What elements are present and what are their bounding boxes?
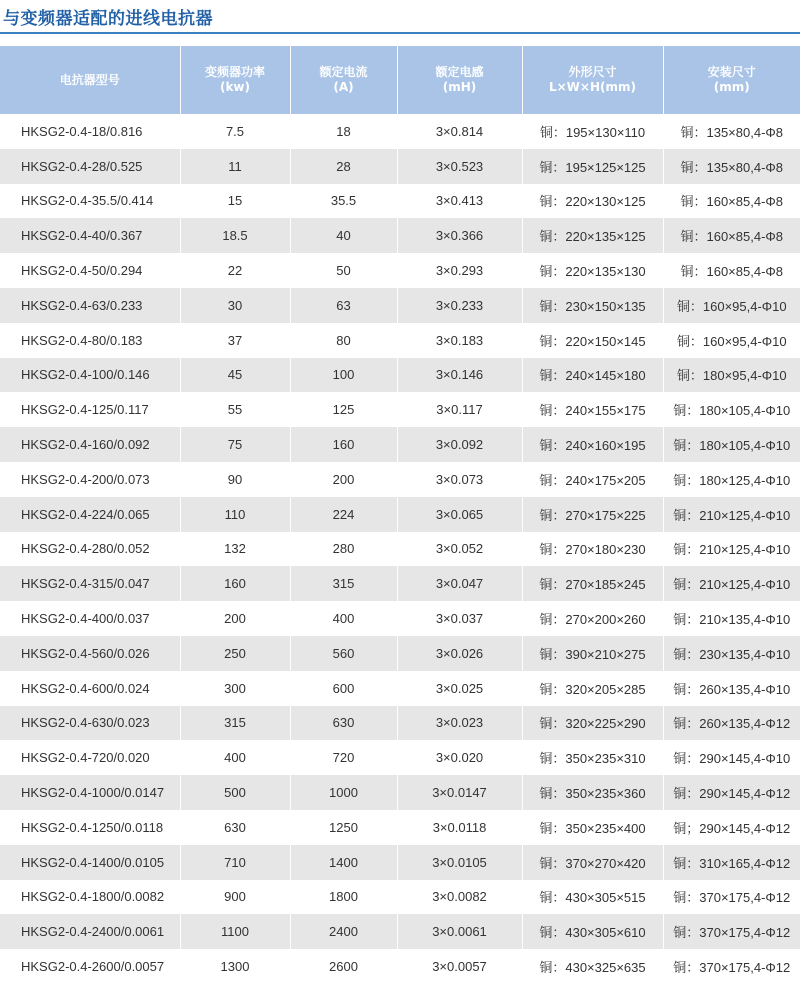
table-row	[0, 358, 800, 393]
header-model: 电抗器型号	[0, 46, 180, 114]
table-row	[0, 497, 800, 532]
cell-power: 160	[180, 566, 290, 601]
cell-current: 28	[290, 149, 397, 184]
cell-power: 55	[180, 392, 290, 427]
cell-inductance: 3×0.025	[397, 671, 522, 706]
cell-power: 630	[180, 810, 290, 845]
cell-mounting: 铜：290×145,4-Φ12	[663, 775, 800, 810]
cell-inductance: 3×0.065	[397, 497, 522, 532]
cell-inductance: 3×0.0057	[397, 949, 522, 984]
cell-mounting: 铜：180×105,4-Φ10	[663, 427, 800, 462]
cell-power: 15	[180, 184, 290, 219]
page-title: 与变频器适配的进线电抗器	[3, 8, 213, 29]
cell-dimensions: 铜：270×180×230	[522, 532, 663, 567]
table-row	[0, 601, 800, 636]
cell-power: 315	[180, 706, 290, 741]
cell-current: 400	[290, 601, 397, 636]
header-inductance: 额定电感 (mH)	[397, 46, 522, 114]
cell-dimensions: 铜：195×125×125	[522, 149, 663, 184]
cell-current: 280	[290, 532, 397, 567]
cell-current: 315	[290, 566, 397, 601]
cell-current: 63	[290, 288, 397, 323]
cell-dimensions: 铜：220×135×125	[522, 218, 663, 253]
cell-power: 22	[180, 253, 290, 288]
cell-current: 2400	[290, 914, 397, 949]
cell-power: 37	[180, 323, 290, 358]
cell-current: 720	[290, 740, 397, 775]
table-row	[0, 671, 800, 706]
cell-power: 30	[180, 288, 290, 323]
cell-model: HKSG2-0.4-28/0.525	[0, 149, 180, 184]
cell-dimensions: 铜：240×160×195	[522, 427, 663, 462]
cell-inductance: 3×0.026	[397, 636, 522, 671]
cell-power: 500	[180, 775, 290, 810]
cell-model: HKSG2-0.4-720/0.020	[0, 740, 180, 775]
cell-mounting: 铜：135×80,4-Φ8	[663, 114, 800, 149]
cell-dimensions: 铜：195×130×110	[522, 114, 663, 149]
cell-power: 11	[180, 149, 290, 184]
cell-dimensions: 铜：240×155×175	[522, 392, 663, 427]
cell-dimensions: 铜：230×150×135	[522, 288, 663, 323]
cell-model: HKSG2-0.4-224/0.065	[0, 497, 180, 532]
cell-inductance: 3×0.0061	[397, 914, 522, 949]
cell-mounting: 铜：160×85,4-Φ8	[663, 218, 800, 253]
cell-dimensions: 铜：270×200×260	[522, 601, 663, 636]
cell-inductance: 3×0.146	[397, 358, 522, 393]
cell-mounting: 铜：210×125,4-Φ10	[663, 532, 800, 567]
cell-mounting: 铜：310×165,4-Φ12	[663, 845, 800, 880]
cell-dimensions: 铜：430×325×635	[522, 949, 663, 984]
cell-inductance: 3×0.413	[397, 184, 522, 219]
header-current: 额定电流 (A)	[290, 46, 397, 114]
cell-power: 300	[180, 671, 290, 706]
cell-model: HKSG2-0.4-63/0.233	[0, 288, 180, 323]
table-row	[0, 184, 800, 219]
cell-mounting: 铜：180×125,4-Φ10	[663, 462, 800, 497]
table-row	[0, 914, 800, 949]
cell-current: 160	[290, 427, 397, 462]
title-bar	[0, 0, 800, 34]
cell-model: HKSG2-0.4-125/0.117	[0, 392, 180, 427]
cell-mounting: 铜：160×85,4-Φ8	[663, 184, 800, 219]
cell-inductance: 3×0.052	[397, 532, 522, 567]
cell-dimensions: 铜：270×185×245	[522, 566, 663, 601]
cell-dimensions: 铜：220×130×125	[522, 184, 663, 219]
cell-model: HKSG2-0.4-1250/0.0118	[0, 810, 180, 845]
table-row	[0, 532, 800, 567]
cell-power: 400	[180, 740, 290, 775]
cell-model: HKSG2-0.4-80/0.183	[0, 323, 180, 358]
cell-mounting: 铜：260×135,4-Φ10	[663, 671, 800, 706]
cell-current: 1250	[290, 810, 397, 845]
cell-mounting: 铜：370×175,4-Φ12	[663, 949, 800, 984]
cell-current: 600	[290, 671, 397, 706]
cell-mounting: 铜：290×145,4-Φ10	[663, 740, 800, 775]
cell-current: 35.5	[290, 184, 397, 219]
cell-mounting: 铜：210×135,4-Φ10	[663, 601, 800, 636]
cell-inductance: 3×0.023	[397, 706, 522, 741]
cell-current: 18	[290, 114, 397, 149]
cell-current: 560	[290, 636, 397, 671]
cell-mounting: 铜：230×135,4-Φ10	[663, 636, 800, 671]
cell-current: 630	[290, 706, 397, 741]
table-row	[0, 949, 800, 984]
cell-model: HKSG2-0.4-600/0.024	[0, 671, 180, 706]
cell-mounting: 铜：370×175,4-Φ12	[663, 914, 800, 949]
cell-model: HKSG2-0.4-280/0.052	[0, 532, 180, 567]
cell-power: 1100	[180, 914, 290, 949]
cell-dimensions: 铜：430×305×515	[522, 880, 663, 915]
table-row	[0, 392, 800, 427]
table-row	[0, 566, 800, 601]
cell-dimensions: 铜：220×150×145	[522, 323, 663, 358]
cell-current: 2600	[290, 949, 397, 984]
cell-model: HKSG2-0.4-40/0.367	[0, 218, 180, 253]
cell-current: 100	[290, 358, 397, 393]
cell-mounting: 铜：135×80,4-Φ8	[663, 149, 800, 184]
cell-inductance: 3×0.0105	[397, 845, 522, 880]
cell-model: HKSG2-0.4-200/0.073	[0, 462, 180, 497]
cell-inductance: 3×0.233	[397, 288, 522, 323]
cell-dimensions: 铜：390×210×275	[522, 636, 663, 671]
cell-dimensions: 铜：320×205×285	[522, 671, 663, 706]
cell-inductance: 3×0.020	[397, 740, 522, 775]
cell-model: HKSG2-0.4-560/0.026	[0, 636, 180, 671]
table-row	[0, 880, 800, 915]
cell-model: HKSG2-0.4-315/0.047	[0, 566, 180, 601]
cell-model: HKSG2-0.4-18/0.816	[0, 114, 180, 149]
cell-dimensions: 铜：350×235×400	[522, 810, 663, 845]
cell-dimensions: 铜：240×175×205	[522, 462, 663, 497]
table-body	[0, 114, 800, 984]
table-row	[0, 810, 800, 845]
cell-current: 224	[290, 497, 397, 532]
table-row	[0, 462, 800, 497]
cell-mounting: 铜：160×95,4-Φ10	[663, 323, 800, 358]
cell-model: HKSG2-0.4-1800/0.0082	[0, 880, 180, 915]
cell-current: 1800	[290, 880, 397, 915]
cell-power: 250	[180, 636, 290, 671]
cell-power: 7.5	[180, 114, 290, 149]
cell-power: 900	[180, 880, 290, 915]
cell-inductance: 3×0.0082	[397, 880, 522, 915]
table-header-row	[0, 46, 800, 114]
cell-mounting: 铜：160×95,4-Φ10	[663, 288, 800, 323]
cell-model: HKSG2-0.4-35.5/0.414	[0, 184, 180, 219]
table-row	[0, 149, 800, 184]
cell-dimensions: 铜：240×145×180	[522, 358, 663, 393]
table-row	[0, 218, 800, 253]
reactor-spec-table	[0, 46, 800, 984]
cell-mounting: 铜：180×95,4-Φ10	[663, 358, 800, 393]
header-power: 变频器功率 (kw)	[180, 46, 290, 114]
cell-power: 90	[180, 462, 290, 497]
cell-dimensions: 铜：220×135×130	[522, 253, 663, 288]
cell-inductance: 3×0.073	[397, 462, 522, 497]
cell-dimensions: 铜：430×305×610	[522, 914, 663, 949]
cell-current: 50	[290, 253, 397, 288]
cell-inductance: 3×0.523	[397, 149, 522, 184]
cell-current: 1000	[290, 775, 397, 810]
cell-mounting: 铜：210×125,4-Φ10	[663, 497, 800, 532]
header-mounting: 安装尺寸 (mm)	[663, 46, 800, 114]
cell-inductance: 3×0.092	[397, 427, 522, 462]
table-row	[0, 845, 800, 880]
table-row	[0, 775, 800, 810]
cell-mounting: 铜：210×125,4-Φ10	[663, 566, 800, 601]
cell-model: HKSG2-0.4-100/0.146	[0, 358, 180, 393]
cell-power: 132	[180, 532, 290, 567]
cell-model: HKSG2-0.4-2400/0.0061	[0, 914, 180, 949]
cell-model: HKSG2-0.4-1000/0.0147	[0, 775, 180, 810]
cell-power: 1300	[180, 949, 290, 984]
cell-power: 18.5	[180, 218, 290, 253]
table-row	[0, 323, 800, 358]
cell-power: 75	[180, 427, 290, 462]
table-row	[0, 427, 800, 462]
cell-mounting: 铜；290×145,4-Φ12	[663, 810, 800, 845]
cell-mounting: 铜：160×85,4-Φ8	[663, 253, 800, 288]
cell-dimensions: 铜：320×225×290	[522, 706, 663, 741]
header-dimensions: 外形尺寸 L×W×H(mm)	[522, 46, 663, 114]
table-row	[0, 706, 800, 741]
cell-power: 710	[180, 845, 290, 880]
cell-inductance: 3×0.293	[397, 253, 522, 288]
cell-current: 40	[290, 218, 397, 253]
cell-inductance: 3×0.814	[397, 114, 522, 149]
cell-inductance: 3×0.117	[397, 392, 522, 427]
cell-model: HKSG2-0.4-2600/0.0057	[0, 949, 180, 984]
cell-current: 200	[290, 462, 397, 497]
cell-inductance: 3×0.183	[397, 323, 522, 358]
cell-current: 80	[290, 323, 397, 358]
table-row	[0, 253, 800, 288]
cell-model: HKSG2-0.4-160/0.092	[0, 427, 180, 462]
table-row	[0, 288, 800, 323]
cell-power: 110	[180, 497, 290, 532]
cell-inductance: 3×0.0118	[397, 810, 522, 845]
cell-dimensions: 铜：370×270×420	[522, 845, 663, 880]
table-row	[0, 636, 800, 671]
table-row	[0, 740, 800, 775]
cell-inductance: 3×0.0147	[397, 775, 522, 810]
cell-model: HKSG2-0.4-400/0.037	[0, 601, 180, 636]
cell-current: 125	[290, 392, 397, 427]
cell-dimensions: 铜：350×235×360	[522, 775, 663, 810]
cell-model: HKSG2-0.4-50/0.294	[0, 253, 180, 288]
cell-dimensions: 铜：270×175×225	[522, 497, 663, 532]
cell-model: HKSG2-0.4-630/0.023	[0, 706, 180, 741]
cell-mounting: 铜：370×175,4-Φ12	[663, 880, 800, 915]
cell-power: 45	[180, 358, 290, 393]
table-row	[0, 114, 800, 149]
cell-inductance: 3×0.366	[397, 218, 522, 253]
cell-inductance: 3×0.037	[397, 601, 522, 636]
cell-current: 1400	[290, 845, 397, 880]
cell-dimensions: 铜：350×235×310	[522, 740, 663, 775]
cell-mounting: 铜：180×105,4-Φ10	[663, 392, 800, 427]
cell-power: 200	[180, 601, 290, 636]
cell-mounting: 铜：260×135,4-Φ12	[663, 706, 800, 741]
cell-model: HKSG2-0.4-1400/0.0105	[0, 845, 180, 880]
cell-inductance: 3×0.047	[397, 566, 522, 601]
